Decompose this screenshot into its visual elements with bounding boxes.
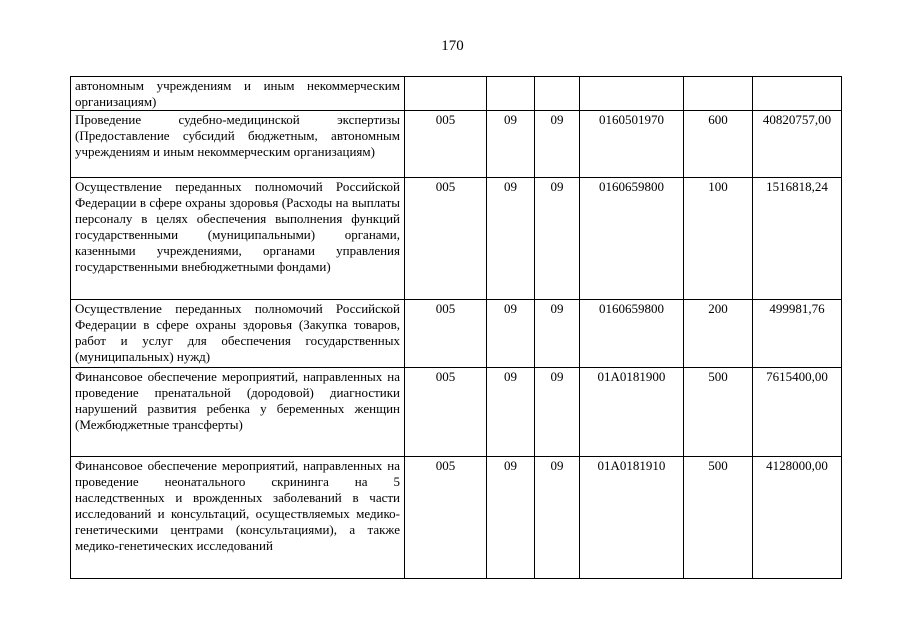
subsection-code-cell [535,77,580,111]
expense-type-cell: 600 [684,111,753,178]
expense-type-cell: 500 [684,457,753,579]
subsection-code-cell: 09 [535,300,580,368]
budget-table [70,76,842,579]
expense-type-cell: 500 [684,368,753,457]
expense-name-cell: Проведение судебно-медицинской экспертизы (Предоставление субсидий бюджетным, автономным учреждениям и иным некоммерческим организациям) [71,111,405,178]
expense-type-cell: 100 [684,178,753,300]
admin-code-cell: 005 [405,457,487,579]
amount-cell [753,77,842,111]
subsection-code-cell: 09 [535,457,580,579]
target-code-cell: 01А0181910 [580,457,684,579]
admin-code-cell: 005 [405,178,487,300]
expense-name-cell: Осуществление переданных полномочий Российской Федерации в сфере охраны здоровья (Расходы на выплаты персоналу в целях обеспечения выполнения функций государственными (муниципальными) органами, казенными учреждениями, органами управления государственными внебюджетными фондами) [71,178,405,300]
section-code-cell: 09 [487,368,535,457]
section-code-cell: 09 [487,457,535,579]
subsection-code-cell: 09 [535,368,580,457]
admin-code-cell: 005 [405,300,487,368]
section-code-cell: 09 [487,300,535,368]
expense-type-cell: 200 [684,300,753,368]
subsection-code-cell: 09 [535,111,580,178]
section-code-cell: 09 [487,178,535,300]
target-code-cell: 01А0181900 [580,368,684,457]
table-row [71,178,842,300]
expense-name-cell: Финансовое обеспечение мероприятий, направленных на проведение неонатального скрининга на 5 наследственных и врожденных заболеваний в части исследований и консультаций, осуществляемых медико-генетическими центрами (консультациями), а также медико-генетических исследований [71,457,405,579]
target-code-cell: 0160659800 [580,300,684,368]
admin-code-cell: 005 [405,111,487,178]
expense-type-cell [684,77,753,111]
amount-cell: 4128000,00 [753,457,842,579]
expense-name-cell: Финансовое обеспечение мероприятий, направленных на проведение пренатальной (дородовой) диагностики нарушений развития ребенка у беременных женщин (Межбюджетные трансферты) [71,368,405,457]
table-row [71,457,842,579]
table-row [71,368,842,457]
subsection-code-cell: 09 [535,178,580,300]
section-code-cell: 09 [487,111,535,178]
table-row [71,300,842,368]
amount-cell: 499981,76 [753,300,842,368]
page-number: 170 [441,38,464,54]
expense-name-cell: автономным учреждениям и иным некоммерческим организациям) [71,77,405,111]
amount-cell: 7615400,00 [753,368,842,457]
table-row [71,77,842,111]
target-code-cell: 0160501970 [580,111,684,178]
amount-cell: 1516818,24 [753,178,842,300]
admin-code-cell: 005 [405,368,487,457]
expense-name-cell: Осуществление переданных полномочий Российской Федерации в сфере охраны здоровья (Закупка товаров, работ и услуг для обеспечения государственных (муниципальных) нужд) [71,300,405,368]
amount-cell: 40820757,00 [753,111,842,178]
admin-code-cell [405,77,487,111]
table-row [71,111,842,178]
target-code-cell [580,77,684,111]
target-code-cell: 0160659800 [580,178,684,300]
section-code-cell [487,77,535,111]
